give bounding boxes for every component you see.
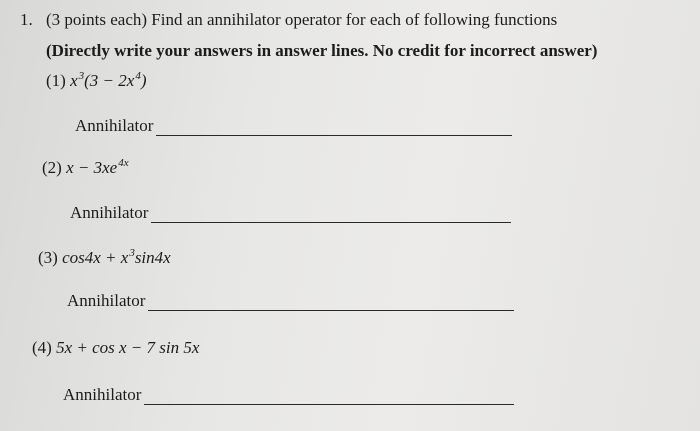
answer-line-3[interactable] (148, 296, 514, 311)
problem-2-index: (2) (42, 158, 62, 177)
problem-2 (42, 158, 129, 180)
problem-3-expression: $\cos 4x + x^3\sin 4x$ (62, 247, 171, 267)
problem-1-expression: $x^3(3 - 2x^4)$ (70, 70, 147, 90)
problem-2-expression: $x - 3xe^{4x}$ (66, 157, 129, 177)
problem-4-expression: 5x + cos x − 7 sin 5x (56, 338, 200, 357)
answer-row-1 (75, 116, 512, 136)
question-text: (3 points each) Find an annihilator operator for each of following functions (46, 10, 558, 29)
answer-label-3: Annihilator (67, 291, 146, 310)
problem-3-index: (3) (38, 248, 58, 267)
instructions: (Directly write your answers in answer lines. No credit for incorrect answer) (46, 41, 598, 60)
answer-row-4 (63, 385, 514, 405)
question-number: 1. (20, 10, 33, 29)
answer-row-3 (67, 291, 514, 311)
answer-row-2 (70, 203, 511, 223)
problem-4 (32, 338, 199, 358)
answer-label-2: Annihilator (70, 203, 149, 222)
answer-line-4[interactable] (144, 390, 514, 405)
answer-label-4: Annihilator (63, 385, 142, 404)
problem-4-index: (4) (32, 338, 52, 357)
problem-3 (38, 248, 171, 270)
answer-label-1: Annihilator (75, 116, 154, 135)
problem-1 (46, 71, 146, 93)
answer-line-1[interactable] (156, 121, 512, 136)
answer-line-2[interactable] (151, 208, 511, 223)
problem-1-index: (1) (46, 71, 66, 90)
